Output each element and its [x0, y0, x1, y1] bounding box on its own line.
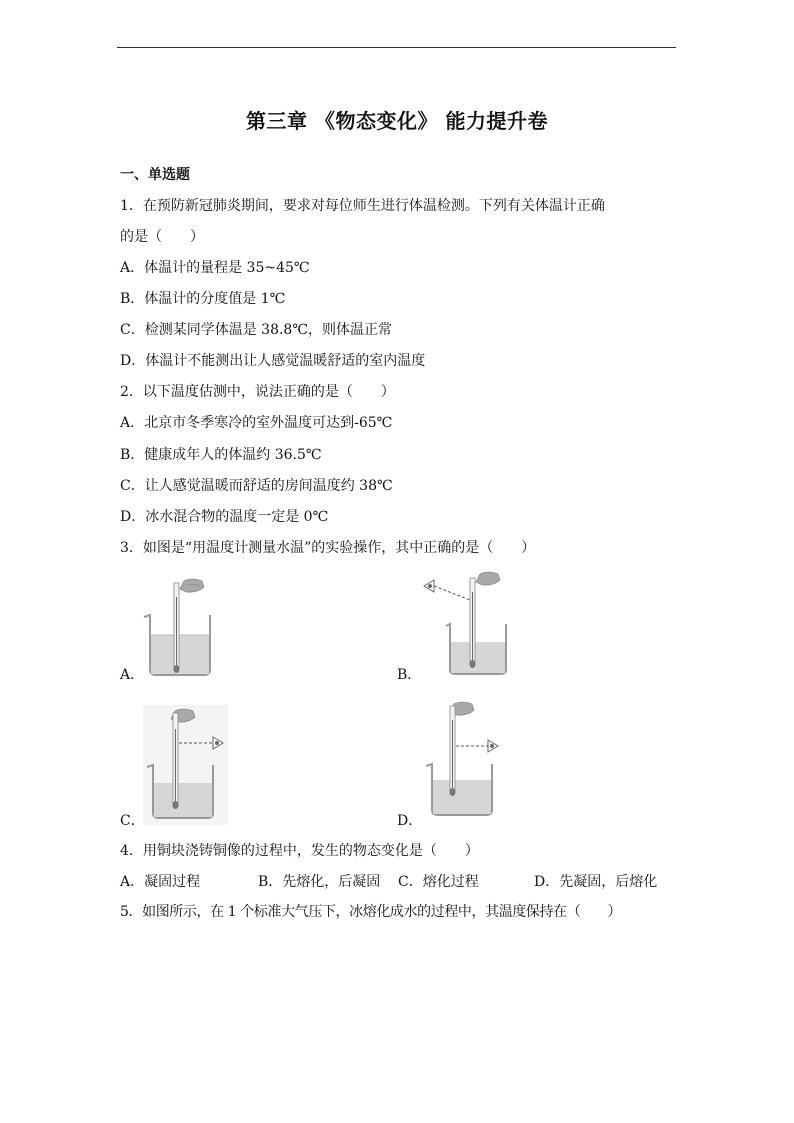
question-2-option-b: B．健康成年人的体温约 36.5℃: [120, 447, 322, 463]
question-5-stem: 5．如图所示，在 1 个标准大气压下，冰熔化成水的过程中，其温度保持在（ ）: [120, 904, 622, 920]
figure-c-label: C．: [120, 813, 145, 829]
header-rule: [117, 47, 676, 48]
question-3-stem: 3．如图是“用温度计测量水温”的实验操作，其中正确的是（ ）: [120, 540, 536, 556]
question-2-option-c: C．让人感觉温暖而舒适的房间温度约 38℃: [120, 478, 393, 494]
question-2-option-d: D．冰水混合物的温度一定是 0℃: [120, 509, 329, 525]
question-1-option-a: A．体温计的量程是 35~45℃: [120, 260, 310, 276]
question-4-stem: 4．用铜块浇铸铜像的过程中，发生的物态变化是（ ）: [120, 843, 479, 859]
question-1-stem-line1: 1．在预防新冠肺炎期间，要求对每位师生进行体温检测。下列有关体温计正确: [120, 198, 605, 214]
question-1-option-b: B．体温计的分度值是 1℃: [120, 291, 286, 307]
question-4-option-a: A．凝固过程: [120, 874, 201, 890]
page-title: 第三章 《物态变化》 能力提升卷: [246, 109, 548, 133]
figure-a-label: A．: [120, 667, 145, 683]
question-1-stem-line2: 的是（ ）: [120, 229, 204, 245]
question-4-option-d: D．先凝固，后熔化: [534, 874, 658, 890]
question-4-option-b: B．先熔化，后凝固: [258, 874, 381, 890]
figure-c-thermometer-in-beaker: [143, 705, 228, 825]
question-1-option-d: D．体温计不能测出让人感觉温暖舒适的室内温度: [120, 353, 426, 369]
figure-a-thermometer-in-beaker: [140, 575, 220, 680]
figure-d-thermometer-in-beaker: [422, 698, 507, 820]
question-4-option-c: C．熔化过程: [398, 874, 479, 890]
question-2-option-a: A．北京市冬季寒冷的室外温度可达到-65℃: [120, 415, 393, 431]
figure-d-label: D．: [397, 813, 423, 829]
figure-b-label: B．: [397, 667, 422, 683]
question-1-option-c: C．检测某同学体温是 38.8℃，则体温正常: [120, 322, 392, 338]
section-heading: 一、单选题: [120, 167, 190, 183]
question-2-stem: 2．以下温度估测中，说法正确的是（ ）: [120, 384, 395, 400]
figure-b-thermometer-in-beaker: [420, 570, 520, 680]
